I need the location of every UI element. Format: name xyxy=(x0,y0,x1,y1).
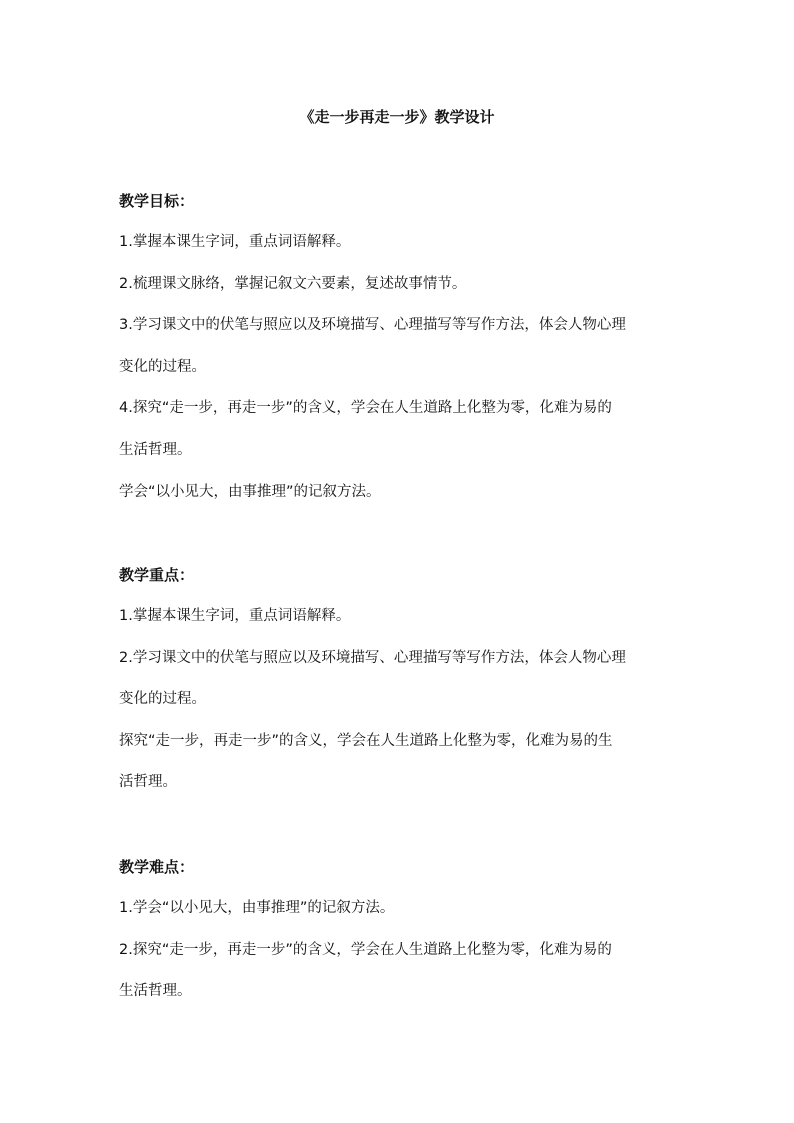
paragraph-line: 探究“走一步，再走一步”的含义，学会在人生道路上化整为零，化难为易的生 xyxy=(119,732,613,749)
paragraph-line: 生活哲理。 xyxy=(119,983,192,1000)
paragraph-line: 变化的过程。 xyxy=(119,358,206,375)
paragraph-line: 3.学习课文中的伏笔与照应以及环境描写、心理描写等写作方法，体会人物心理 xyxy=(119,317,626,334)
paragraph-line: 变化的过程。 xyxy=(119,691,206,708)
paragraph-line: 1.掌握本课生字词，重点词语解释。 xyxy=(119,608,351,624)
section-heading: 教学难点： xyxy=(119,858,195,876)
paragraph-line: 学会“以小见大，由事推理”的记叙方法。 xyxy=(119,483,381,500)
section-teaching-difficulties xyxy=(119,857,684,1023)
paragraph-line: 生活哲理。 xyxy=(119,441,192,458)
paragraph-line: 1.掌握本课生字词，重点词语解释。 xyxy=(119,234,351,250)
paragraph-line: 1.学会“以小见大，由事推理”的记叙方法。 xyxy=(119,900,395,916)
paragraph-line: 2.学习课文中的伏笔与照应以及环境描写、心理描写等写作方法，体会人物心理 xyxy=(119,649,626,666)
paragraph-line: 4.探究“走一步，再走一步”的含义，学会在人生道路上化整为零，化难为易的 xyxy=(119,400,612,417)
paragraph-line: 2.探究“走一步，再走一步”的含义，学会在人生道路上化整为零，化难为易的 xyxy=(119,941,612,958)
section-teaching-objectives xyxy=(119,191,684,523)
section-teaching-key-points xyxy=(119,565,684,814)
section-heading: 教学重点： xyxy=(119,566,195,584)
section-heading: 教学目标： xyxy=(119,192,195,210)
paragraph-line: 活哲理。 xyxy=(119,774,177,791)
paragraph-line: 2.梳理课文脉络，掌握记叙文六要素，复述故事情节。 xyxy=(119,275,467,292)
document-title: 《走一步再走一步》教学设计 xyxy=(299,108,495,126)
